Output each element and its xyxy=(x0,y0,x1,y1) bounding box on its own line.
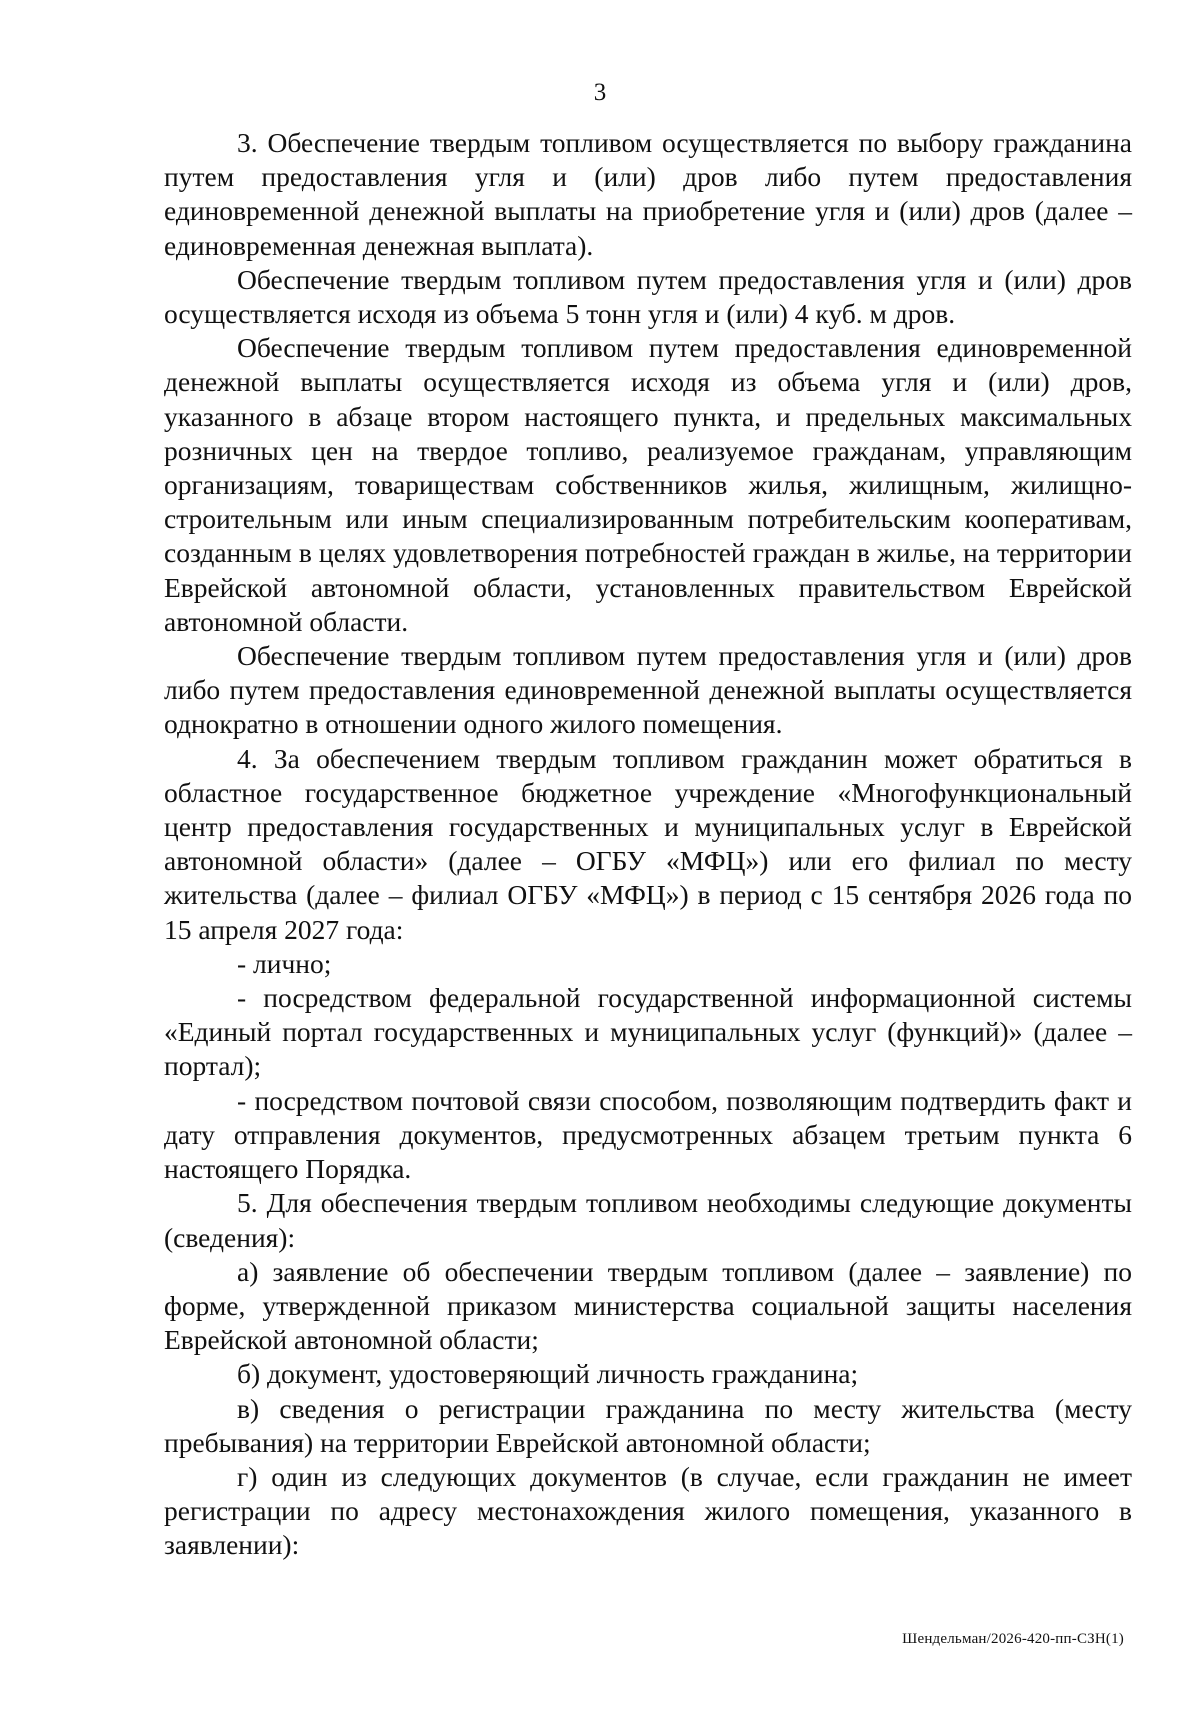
document-code: Шендельман/2026-420-пп-СЗН(1) xyxy=(902,1631,1124,1647)
list-item-in-person: - лично; xyxy=(237,947,332,979)
list-item-b-identity: б) документ, удостоверяющий личность гражданина; xyxy=(237,1358,859,1390)
list-item-portal: - посредством федеральной государственной информационной системы «Единый портал государственных и муниципальных услуг (функций)» (далее – портал); xyxy=(164,982,1132,1082)
paragraph-3-fuel-provision: 3. Обеспечение твердым топливом осуществляется по выбору гражданина путем предоставления угля и (или) дров либо путем предоставления единовременной денежной выплаты на приобретение угля и (или) дров (далее – единовременная денежная выплата). xyxy=(164,127,1132,261)
paragraph-4-application: 4. За обеспечением твердым топливом гражданин может обратиться в областное государственное бюджетное учреждение «Многофункциональный центр предоставления государственных и муниципальных услуг в Еврейской автономной области» (далее – ОГБУ «МФЦ») или его филиал по месту жительства (далее – филиал ОГБУ «МФЦ») в период с 15 сентября 2026 года по 15 апреля 2027 года: xyxy=(164,742,1132,945)
paragraph-5-documents: 5. Для обеспечения твердым топливом необходимы следующие документы (сведения): xyxy=(164,1187,1132,1253)
list-item-a-application: а) заявление об обеспечении твердым топливом (далее – заявление) по форме, утвержденной приказом министерства социальной защиты населения Еврейской автономной области; xyxy=(164,1255,1132,1356)
list-item-g-documents: г) один из следующих документов (в случае, если гражданин не имеет регистрации по адресу местонахождения жилого помещения, указанного в заявлении): xyxy=(164,1460,1132,1561)
page-number: 3 xyxy=(593,79,607,106)
list-item-v-registration: в) сведения о регистрации гражданина по месту жительства (месту пребывания) на территории Еврейской автономной области; xyxy=(164,1392,1132,1458)
document-body xyxy=(164,126,1132,1563)
paragraph-cash-payment-calculation: Обеспечение твердым топливом путем предоставления единовременной денежной выплаты осуществляется исходя из объема угля и (или) дров, указанного в абзаце втором настоящего пункта, и предельных максимальных розничных цен на твердое топливо, реализуемое гражданам, управляющим организациям, товариществам собственников жилья, жилищным, жилищно-строительным или иным специализированным потребительским кооперативам, созданным в целях удовлетворения потребностей граждан в жилье, на территории Еврейской автономной области, установленных правительством Еврейской автономной области. xyxy=(164,332,1132,637)
paragraph-coal-wood-volume: Обеспечение твердым топливом путем предоставления угля и (или) дров осуществляется исходя из объема 5 тонн угля и (или) 4 куб. м дров. xyxy=(164,263,1132,330)
list-item-postal: - посредством почтовой связи способом, позволяющим подтвердить факт и дату отправления документов, предусмотренных абзацем третьим пункта 6 настоящего Порядка. xyxy=(164,1084,1132,1185)
paragraph-one-time-provision: Обеспечение твердым топливом путем предоставления угля и (или) дров либо путем предоставления единовременной денежной выплаты осуществляется однократно в отношении одного жилого помещения. xyxy=(164,640,1132,740)
